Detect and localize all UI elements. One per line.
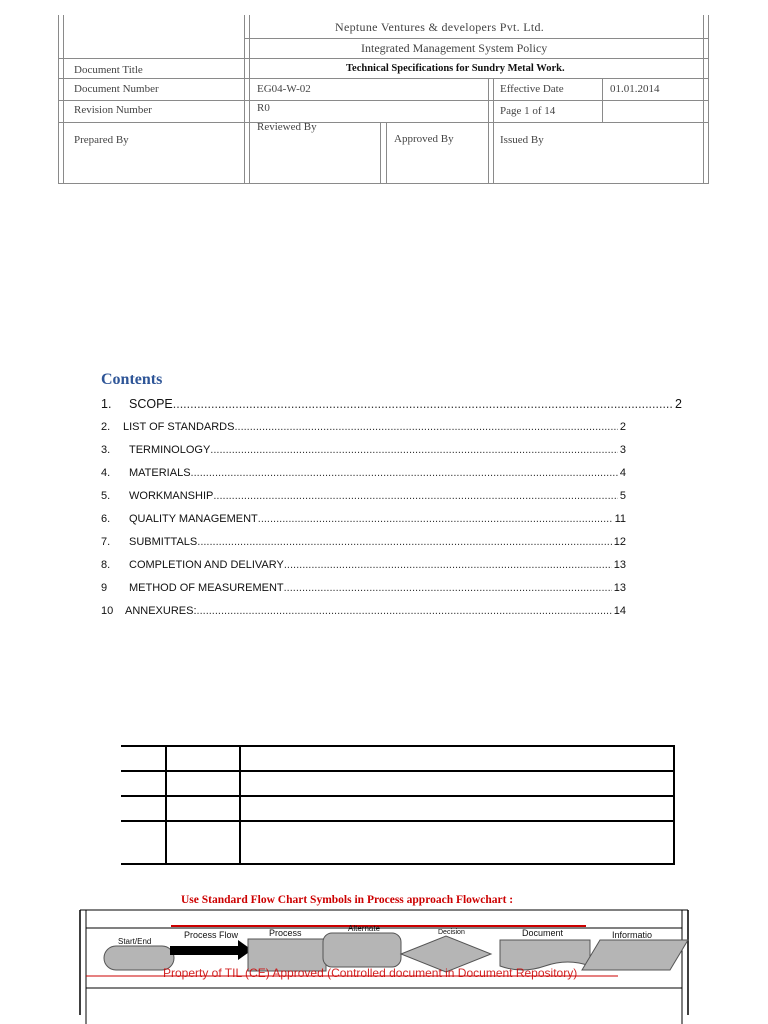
toc-item[interactable]	[101, 397, 682, 413]
revision-number-value: R0	[257, 102, 270, 114]
table-border	[244, 38, 709, 39]
table-border	[386, 122, 387, 184]
toc-item[interactable]	[101, 467, 626, 483]
toc-item-label: WORKMANSHIP	[129, 490, 214, 502]
toc-item[interactable]	[101, 605, 626, 621]
table-border	[58, 122, 709, 123]
table-border	[58, 78, 709, 79]
toc-item-number: 9	[101, 582, 108, 594]
toc-leader-dots	[284, 559, 612, 571]
table-border	[121, 863, 675, 865]
toc-item-page: 12	[613, 536, 626, 548]
toc-item-page: 13	[613, 559, 626, 571]
table-border	[493, 78, 494, 184]
effective-date-value: 01.01.2014	[610, 83, 660, 95]
table-border	[121, 770, 675, 772]
issued-by-label: Issued By	[500, 134, 544, 146]
company-name: Neptune Ventures & developers Pvt. Ltd.	[335, 20, 545, 34]
table-border	[239, 745, 241, 865]
toc-item-page: 13	[613, 582, 626, 594]
table-border	[673, 745, 675, 865]
table-border	[58, 183, 709, 184]
toc-item-label: LIST OF STANDARDS	[123, 421, 235, 433]
toc-item-number: 3.	[101, 444, 111, 456]
table-border	[121, 745, 675, 747]
alternate-label: Alternate	[348, 924, 381, 933]
toc-item-page: 14	[613, 605, 626, 617]
document-number-value: EG04-W-02	[257, 83, 311, 95]
toc-leader-dots	[197, 605, 612, 617]
page-number: Page 1 of 14	[500, 105, 556, 117]
toc-item-number: 2.	[101, 421, 111, 433]
alternate-shape	[323, 933, 401, 967]
process-flow-label: Process Flow	[184, 930, 239, 940]
document-title-label: Document Title	[74, 64, 143, 76]
toc-leader-dots	[173, 397, 673, 411]
toc-item-label: MATERIALS	[129, 467, 191, 479]
table-border	[165, 745, 167, 865]
toc-item-label: METHOD OF MEASUREMENT	[129, 582, 284, 594]
toc-item-number: 1.	[101, 397, 112, 411]
toc-item[interactable]	[101, 582, 626, 598]
toc-leader-dots	[191, 467, 618, 479]
toc-item-label: QUALITY MANAGEMENT	[129, 513, 258, 525]
process-label: Process	[269, 928, 302, 938]
toc-item-number: 5.	[101, 490, 111, 502]
toc-leader-dots	[234, 421, 617, 433]
toc-item[interactable]	[101, 513, 626, 529]
toc-leader-dots	[210, 444, 618, 456]
table-border	[488, 78, 489, 184]
toc-item-page: 2	[619, 421, 626, 433]
decision-label: Decision	[438, 929, 465, 936]
effective-date-label: Effective Date	[500, 83, 564, 95]
toc-item[interactable]	[101, 536, 626, 552]
toc-item-number: 7.	[101, 536, 111, 548]
information-shape	[582, 940, 688, 970]
toc-item[interactable]	[101, 421, 626, 437]
document-label: Document	[522, 928, 564, 938]
toc-item-label: TERMINOLOGY	[129, 444, 211, 456]
repository-footer: Property of TIL (CE) Approved (Controlled document in Document Repository)	[163, 966, 578, 980]
table-border	[58, 58, 709, 59]
table-border	[121, 795, 675, 797]
contents-heading: Contents	[101, 371, 163, 388]
revision-number-label: Revision Number	[74, 104, 152, 116]
toc-item[interactable]	[101, 490, 626, 506]
toc-leader-dots	[197, 536, 611, 548]
toc-item[interactable]	[101, 444, 626, 460]
policy-title: Integrated Management System Policy	[361, 41, 548, 55]
toc-leader-dots	[258, 513, 613, 525]
process-flow-arrow	[170, 946, 244, 955]
toc-item[interactable]	[101, 559, 626, 575]
toc-item-page: 2	[675, 397, 682, 411]
toc-leader-dots	[284, 582, 612, 594]
toc-item-number: 10	[101, 605, 114, 617]
flowchart-legend	[0, 900, 768, 1024]
approved-by-label: Approved By	[394, 133, 454, 145]
toc-item-page: 11	[614, 513, 626, 525]
flowchart-instruction: Use Standard Flow Chart Symbols in Process approach Flowchart :	[181, 894, 514, 906]
toc-item-page: 5	[619, 490, 626, 502]
table-border	[121, 820, 675, 822]
toc-item-label: SUBMITTALS	[129, 536, 198, 548]
document-title-value: Technical Specifications for Sundry Metal Work.	[346, 63, 565, 74]
document-number-label: Document Number	[74, 83, 159, 95]
toc-leader-dots	[213, 490, 618, 502]
toc-item-label: ANNEXURES:	[125, 605, 197, 617]
toc-item-label: SCOPE	[129, 397, 173, 411]
toc-item-number: 6.	[101, 513, 111, 525]
prepared-by-label: Prepared By	[74, 134, 129, 146]
toc-item-page: 4	[619, 467, 626, 479]
start-end-label: Start/End	[118, 937, 152, 946]
information-label: Informatio	[612, 930, 653, 940]
toc-item-page: 3	[619, 444, 626, 456]
toc-item-number: 8.	[101, 559, 111, 571]
reviewed-by-label: Reviewed By	[257, 121, 317, 133]
table-border	[380, 122, 381, 184]
table-border	[58, 100, 709, 101]
toc-item-label: COMPLETION AND DELIVARY	[129, 559, 284, 571]
toc-item-number: 4.	[101, 467, 111, 479]
